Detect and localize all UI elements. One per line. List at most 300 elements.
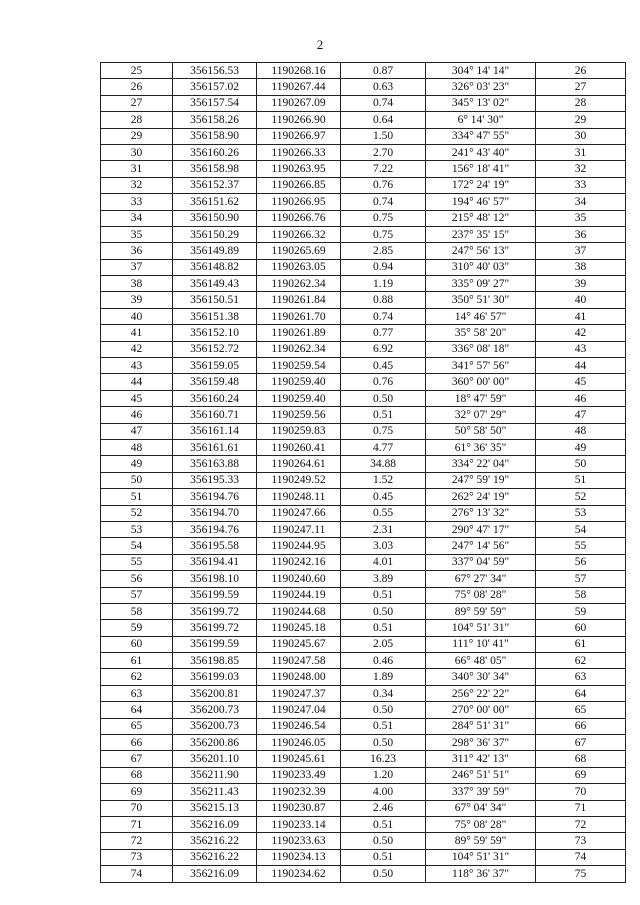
segment-length-cell: 1.89 [341, 669, 426, 685]
x-coordinate-cell: 356158.98 [173, 161, 257, 177]
x-coordinate-cell: 356216.09 [173, 866, 257, 882]
point-number-cell: 39 [101, 292, 173, 308]
segment-length-cell: 3.03 [341, 538, 426, 554]
segment-length-cell: 0.51 [341, 620, 426, 636]
y-coordinate-cell: 1190267.44 [257, 79, 341, 95]
coordinates-table [100, 62, 626, 883]
x-coordinate-cell: 356159.48 [173, 374, 257, 390]
direction-angle-cell: 18° 47' 59" [426, 390, 536, 406]
point-number-cell: 63 [101, 685, 173, 701]
point-number-cell: 49 [101, 456, 173, 472]
point-number-cell: 34 [101, 210, 173, 226]
next-point-cell: 38 [536, 259, 626, 275]
next-point-cell: 27 [536, 79, 626, 95]
segment-length-cell: 0.45 [341, 358, 426, 374]
table-row [101, 538, 626, 554]
point-number-cell: 45 [101, 390, 173, 406]
point-number-cell: 40 [101, 308, 173, 324]
point-number-cell: 55 [101, 554, 173, 570]
y-coordinate-cell: 1190266.85 [257, 177, 341, 193]
point-number-cell: 56 [101, 571, 173, 587]
y-coordinate-cell: 1190264.61 [257, 456, 341, 472]
y-coordinate-cell: 1190248.11 [257, 489, 341, 505]
segment-length-cell: 4.01 [341, 554, 426, 570]
x-coordinate-cell: 356215.13 [173, 800, 257, 816]
direction-angle-cell: 75° 08' 28" [426, 816, 536, 832]
table-row [101, 505, 626, 521]
segment-length-cell: 1.52 [341, 472, 426, 488]
direction-angle-cell: 104° 51' 31" [426, 620, 536, 636]
y-coordinate-cell: 1190245.18 [257, 620, 341, 636]
table-row [101, 816, 626, 832]
y-coordinate-cell: 1190249.52 [257, 472, 341, 488]
direction-angle-cell: 215° 48' 12" [426, 210, 536, 226]
next-point-cell: 42 [536, 325, 626, 341]
next-point-cell: 70 [536, 784, 626, 800]
x-coordinate-cell: 356216.09 [173, 816, 257, 832]
segment-length-cell: 0.88 [341, 292, 426, 308]
direction-angle-cell: 247° 14' 56" [426, 538, 536, 554]
y-coordinate-cell: 1190247.58 [257, 653, 341, 669]
point-number-cell: 46 [101, 407, 173, 423]
segment-length-cell: 0.34 [341, 685, 426, 701]
x-coordinate-cell: 356160.71 [173, 407, 257, 423]
direction-angle-cell: 111° 10' 41" [426, 636, 536, 652]
next-point-cell: 66 [536, 718, 626, 734]
x-coordinate-cell: 356199.72 [173, 603, 257, 619]
point-number-cell: 58 [101, 603, 173, 619]
y-coordinate-cell: 1190266.97 [257, 128, 341, 144]
next-point-cell: 45 [536, 374, 626, 390]
y-coordinate-cell: 1190247.66 [257, 505, 341, 521]
next-point-cell: 43 [536, 341, 626, 357]
x-coordinate-cell: 356156.53 [173, 63, 257, 79]
direction-angle-cell: 341° 57' 56" [426, 358, 536, 374]
next-point-cell: 41 [536, 308, 626, 324]
x-coordinate-cell: 356194.76 [173, 489, 257, 505]
x-coordinate-cell: 356199.59 [173, 636, 257, 652]
coordinates-table-body [101, 63, 626, 883]
table-row [101, 849, 626, 865]
x-coordinate-cell: 356150.90 [173, 210, 257, 226]
table-row [101, 194, 626, 210]
next-point-cell: 64 [536, 685, 626, 701]
direction-angle-cell: 104° 51' 31" [426, 849, 536, 865]
y-coordinate-cell: 1190233.63 [257, 833, 341, 849]
point-number-cell: 25 [101, 63, 173, 79]
table-row [101, 79, 626, 95]
segment-length-cell: 6.92 [341, 341, 426, 357]
y-coordinate-cell: 1190262.34 [257, 276, 341, 292]
y-coordinate-cell: 1190244.95 [257, 538, 341, 554]
point-number-cell: 52 [101, 505, 173, 521]
y-coordinate-cell: 1190261.70 [257, 308, 341, 324]
x-coordinate-cell: 356152.10 [173, 325, 257, 341]
direction-angle-cell: 32° 07' 29" [426, 407, 536, 423]
segment-length-cell: 4.00 [341, 784, 426, 800]
x-coordinate-cell: 356201.10 [173, 751, 257, 767]
table-row [101, 390, 626, 406]
table-row [101, 653, 626, 669]
table-row [101, 767, 626, 783]
table-row [101, 636, 626, 652]
x-coordinate-cell: 356195.33 [173, 472, 257, 488]
table-row [101, 128, 626, 144]
point-number-cell: 37 [101, 259, 173, 275]
next-point-cell: 29 [536, 112, 626, 128]
segment-length-cell: 0.50 [341, 390, 426, 406]
segment-length-cell: 0.75 [341, 423, 426, 439]
direction-angle-cell: 310° 40' 03" [426, 259, 536, 275]
direction-angle-cell: 246° 51' 51" [426, 767, 536, 783]
point-number-cell: 43 [101, 358, 173, 374]
segment-length-cell: 0.75 [341, 210, 426, 226]
direction-angle-cell: 337° 39' 59" [426, 784, 536, 800]
direction-angle-cell: 340° 30' 34" [426, 669, 536, 685]
y-coordinate-cell: 1190266.90 [257, 112, 341, 128]
x-coordinate-cell: 356163.88 [173, 456, 257, 472]
segment-length-cell: 0.76 [341, 374, 426, 390]
point-number-cell: 66 [101, 735, 173, 751]
segment-length-cell: 0.74 [341, 95, 426, 111]
point-number-cell: 51 [101, 489, 173, 505]
direction-angle-cell: 350° 51' 30" [426, 292, 536, 308]
x-coordinate-cell: 356161.61 [173, 439, 257, 455]
point-number-cell: 54 [101, 538, 173, 554]
point-number-cell: 26 [101, 79, 173, 95]
next-point-cell: 30 [536, 128, 626, 144]
next-point-cell: 44 [536, 358, 626, 374]
table-row [101, 784, 626, 800]
direction-angle-cell: 335° 09' 27" [426, 276, 536, 292]
table-row [101, 439, 626, 455]
segment-length-cell: 4.77 [341, 439, 426, 455]
point-number-cell: 47 [101, 423, 173, 439]
next-point-cell: 59 [536, 603, 626, 619]
table-row [101, 685, 626, 701]
y-coordinate-cell: 1190260.41 [257, 439, 341, 455]
point-number-cell: 69 [101, 784, 173, 800]
table-row [101, 587, 626, 603]
direction-angle-cell: 276° 13' 32" [426, 505, 536, 521]
direction-angle-cell: 66° 48' 05" [426, 653, 536, 669]
direction-angle-cell: 311° 42' 13" [426, 751, 536, 767]
segment-length-cell: 0.50 [341, 866, 426, 882]
direction-angle-cell: 172° 24' 19" [426, 177, 536, 193]
point-number-cell: 70 [101, 800, 173, 816]
next-point-cell: 56 [536, 554, 626, 570]
table-row [101, 407, 626, 423]
point-number-cell: 59 [101, 620, 173, 636]
y-coordinate-cell: 1190246.05 [257, 735, 341, 751]
point-number-cell: 41 [101, 325, 173, 341]
direction-angle-cell: 35° 58' 20" [426, 325, 536, 341]
next-point-cell: 63 [536, 669, 626, 685]
x-coordinate-cell: 356195.58 [173, 538, 257, 554]
segment-length-cell: 2.05 [341, 636, 426, 652]
next-point-cell: 61 [536, 636, 626, 652]
segment-length-cell: 0.51 [341, 587, 426, 603]
x-coordinate-cell: 356160.24 [173, 390, 257, 406]
y-coordinate-cell: 1190246.54 [257, 718, 341, 734]
y-coordinate-cell: 1190247.37 [257, 685, 341, 701]
y-coordinate-cell: 1190263.05 [257, 259, 341, 275]
table-row [101, 521, 626, 537]
direction-angle-cell: 75° 08' 28" [426, 587, 536, 603]
next-point-cell: 46 [536, 390, 626, 406]
x-coordinate-cell: 356200.86 [173, 735, 257, 751]
segment-length-cell: 1.50 [341, 128, 426, 144]
next-point-cell: 32 [536, 161, 626, 177]
direction-angle-cell: 345° 13' 02" [426, 95, 536, 111]
segment-length-cell: 1.19 [341, 276, 426, 292]
segment-length-cell: 3.89 [341, 571, 426, 587]
y-coordinate-cell: 1190261.89 [257, 325, 341, 341]
direction-angle-cell: 50° 58' 50" [426, 423, 536, 439]
y-coordinate-cell: 1190266.76 [257, 210, 341, 226]
direction-angle-cell: 336° 08' 18" [426, 341, 536, 357]
y-coordinate-cell: 1190263.95 [257, 161, 341, 177]
point-number-cell: 62 [101, 669, 173, 685]
table-row [101, 800, 626, 816]
y-coordinate-cell: 1190259.56 [257, 407, 341, 423]
point-number-cell: 27 [101, 95, 173, 111]
segment-length-cell: 0.50 [341, 603, 426, 619]
segment-length-cell: 0.51 [341, 407, 426, 423]
direction-angle-cell: 298° 36' 37" [426, 735, 536, 751]
x-coordinate-cell: 356151.38 [173, 308, 257, 324]
x-coordinate-cell: 356200.81 [173, 685, 257, 701]
y-coordinate-cell: 1190261.84 [257, 292, 341, 308]
segment-length-cell: 2.31 [341, 521, 426, 537]
y-coordinate-cell: 1190265.69 [257, 243, 341, 259]
point-number-cell: 48 [101, 439, 173, 455]
segment-length-cell: 34.88 [341, 456, 426, 472]
x-coordinate-cell: 356198.10 [173, 571, 257, 587]
y-coordinate-cell: 1190266.33 [257, 144, 341, 160]
next-point-cell: 26 [536, 63, 626, 79]
x-coordinate-cell: 356200.73 [173, 718, 257, 734]
next-point-cell: 69 [536, 767, 626, 783]
table-row [101, 259, 626, 275]
point-number-cell: 74 [101, 866, 173, 882]
direction-angle-cell: 256° 22' 22" [426, 685, 536, 701]
y-coordinate-cell: 1190262.34 [257, 341, 341, 357]
x-coordinate-cell: 356152.72 [173, 341, 257, 357]
segment-length-cell: 16.23 [341, 751, 426, 767]
segment-length-cell: 0.46 [341, 653, 426, 669]
table-row [101, 620, 626, 636]
x-coordinate-cell: 356194.76 [173, 521, 257, 537]
segment-length-cell: 2.85 [341, 243, 426, 259]
next-point-cell: 57 [536, 571, 626, 587]
y-coordinate-cell: 1190242.16 [257, 554, 341, 570]
table-row [101, 751, 626, 767]
direction-angle-cell: 360° 00' 00" [426, 374, 536, 390]
point-number-cell: 64 [101, 702, 173, 718]
table-row [101, 177, 626, 193]
point-number-cell: 53 [101, 521, 173, 537]
x-coordinate-cell: 356157.54 [173, 95, 257, 111]
direction-angle-cell: 118° 36' 37" [426, 866, 536, 882]
y-coordinate-cell: 1190240.60 [257, 571, 341, 587]
x-coordinate-cell: 356199.03 [173, 669, 257, 685]
direction-angle-cell: 89° 59' 59" [426, 603, 536, 619]
direction-angle-cell: 61° 36' 35" [426, 439, 536, 455]
x-coordinate-cell: 356149.43 [173, 276, 257, 292]
next-point-cell: 36 [536, 226, 626, 242]
x-coordinate-cell: 356198.85 [173, 653, 257, 669]
next-point-cell: 28 [536, 95, 626, 111]
direction-angle-cell: 262° 24' 19" [426, 489, 536, 505]
point-number-cell: 42 [101, 341, 173, 357]
next-point-cell: 75 [536, 866, 626, 882]
point-number-cell: 71 [101, 816, 173, 832]
table-row [101, 210, 626, 226]
table-row [101, 226, 626, 242]
x-coordinate-cell: 356194.41 [173, 554, 257, 570]
y-coordinate-cell: 1190268.16 [257, 63, 341, 79]
direction-angle-cell: 67° 27' 34" [426, 571, 536, 587]
point-number-cell: 72 [101, 833, 173, 849]
next-point-cell: 50 [536, 456, 626, 472]
y-coordinate-cell: 1190259.54 [257, 358, 341, 374]
next-point-cell: 51 [536, 472, 626, 488]
y-coordinate-cell: 1190247.11 [257, 521, 341, 537]
y-coordinate-cell: 1190259.40 [257, 374, 341, 390]
point-number-cell: 33 [101, 194, 173, 210]
point-number-cell: 32 [101, 177, 173, 193]
table-row [101, 112, 626, 128]
table-row [101, 571, 626, 587]
x-coordinate-cell: 356211.90 [173, 767, 257, 783]
y-coordinate-cell: 1190234.13 [257, 849, 341, 865]
direction-angle-cell: 304° 14' 14" [426, 63, 536, 79]
direction-angle-cell: 156° 18' 41" [426, 161, 536, 177]
direction-angle-cell: 270° 00' 00" [426, 702, 536, 718]
table-row [101, 325, 626, 341]
direction-angle-cell: 334° 47' 55" [426, 128, 536, 144]
segment-length-cell: 2.46 [341, 800, 426, 816]
next-point-cell: 58 [536, 587, 626, 603]
point-number-cell: 31 [101, 161, 173, 177]
table-row [101, 161, 626, 177]
y-coordinate-cell: 1190247.04 [257, 702, 341, 718]
x-coordinate-cell: 356199.59 [173, 587, 257, 603]
y-coordinate-cell: 1190245.67 [257, 636, 341, 652]
next-point-cell: 47 [536, 407, 626, 423]
segment-length-cell: 0.75 [341, 226, 426, 242]
direction-angle-cell: 334° 22' 04" [426, 456, 536, 472]
point-number-cell: 50 [101, 472, 173, 488]
segment-length-cell: 0.51 [341, 849, 426, 865]
segment-length-cell: 2.70 [341, 144, 426, 160]
table-row [101, 292, 626, 308]
next-point-cell: 60 [536, 620, 626, 636]
next-point-cell: 73 [536, 833, 626, 849]
direction-angle-cell: 337° 04' 59" [426, 554, 536, 570]
table-row [101, 276, 626, 292]
direction-angle-cell: 247° 59' 19" [426, 472, 536, 488]
direction-angle-cell: 194° 46' 57" [426, 194, 536, 210]
next-point-cell: 37 [536, 243, 626, 259]
table-row [101, 374, 626, 390]
y-coordinate-cell: 1190266.95 [257, 194, 341, 210]
x-coordinate-cell: 356216.22 [173, 849, 257, 865]
segment-length-cell: 0.74 [341, 308, 426, 324]
direction-angle-cell: 326° 03' 23" [426, 79, 536, 95]
point-number-cell: 36 [101, 243, 173, 259]
segment-length-cell: 0.76 [341, 177, 426, 193]
next-point-cell: 72 [536, 816, 626, 832]
table-row [101, 341, 626, 357]
segment-length-cell: 0.64 [341, 112, 426, 128]
table-row [101, 718, 626, 734]
x-coordinate-cell: 356158.90 [173, 128, 257, 144]
direction-angle-cell: 6° 14' 30" [426, 112, 536, 128]
point-number-cell: 60 [101, 636, 173, 652]
next-point-cell: 49 [536, 439, 626, 455]
segment-length-cell: 0.63 [341, 79, 426, 95]
table-row [101, 144, 626, 160]
y-coordinate-cell: 1190259.83 [257, 423, 341, 439]
segment-length-cell: 0.74 [341, 194, 426, 210]
next-point-cell: 54 [536, 521, 626, 537]
segment-length-cell: 1.20 [341, 767, 426, 783]
y-coordinate-cell: 1190244.68 [257, 603, 341, 619]
y-coordinate-cell: 1190245.61 [257, 751, 341, 767]
y-coordinate-cell: 1190266.32 [257, 226, 341, 242]
point-number-cell: 38 [101, 276, 173, 292]
x-coordinate-cell: 356151.62 [173, 194, 257, 210]
next-point-cell: 39 [536, 276, 626, 292]
segment-length-cell: 0.94 [341, 259, 426, 275]
table-row [101, 243, 626, 259]
next-point-cell: 34 [536, 194, 626, 210]
x-coordinate-cell: 356150.29 [173, 226, 257, 242]
point-number-cell: 35 [101, 226, 173, 242]
y-coordinate-cell: 1190248.00 [257, 669, 341, 685]
point-number-cell: 28 [101, 112, 173, 128]
table-row [101, 63, 626, 79]
next-point-cell: 67 [536, 735, 626, 751]
x-coordinate-cell: 356161.14 [173, 423, 257, 439]
y-coordinate-cell: 1190233.14 [257, 816, 341, 832]
segment-length-cell: 0.50 [341, 833, 426, 849]
next-point-cell: 62 [536, 653, 626, 669]
point-number-cell: 57 [101, 587, 173, 603]
segment-length-cell: 0.87 [341, 63, 426, 79]
x-coordinate-cell: 356152.37 [173, 177, 257, 193]
y-coordinate-cell: 1190230.87 [257, 800, 341, 816]
table-row [101, 669, 626, 685]
direction-angle-cell: 290° 47' 17" [426, 521, 536, 537]
segment-length-cell: 0.51 [341, 718, 426, 734]
segment-length-cell: 0.51 [341, 816, 426, 832]
table-row [101, 702, 626, 718]
next-point-cell: 31 [536, 144, 626, 160]
table-row [101, 866, 626, 882]
table-row [101, 603, 626, 619]
x-coordinate-cell: 356159.05 [173, 358, 257, 374]
point-number-cell: 44 [101, 374, 173, 390]
x-coordinate-cell: 356158.26 [173, 112, 257, 128]
x-coordinate-cell: 356149.89 [173, 243, 257, 259]
table-row [101, 423, 626, 439]
table-row [101, 456, 626, 472]
y-coordinate-cell: 1190233.49 [257, 767, 341, 783]
x-coordinate-cell: 356194.70 [173, 505, 257, 521]
